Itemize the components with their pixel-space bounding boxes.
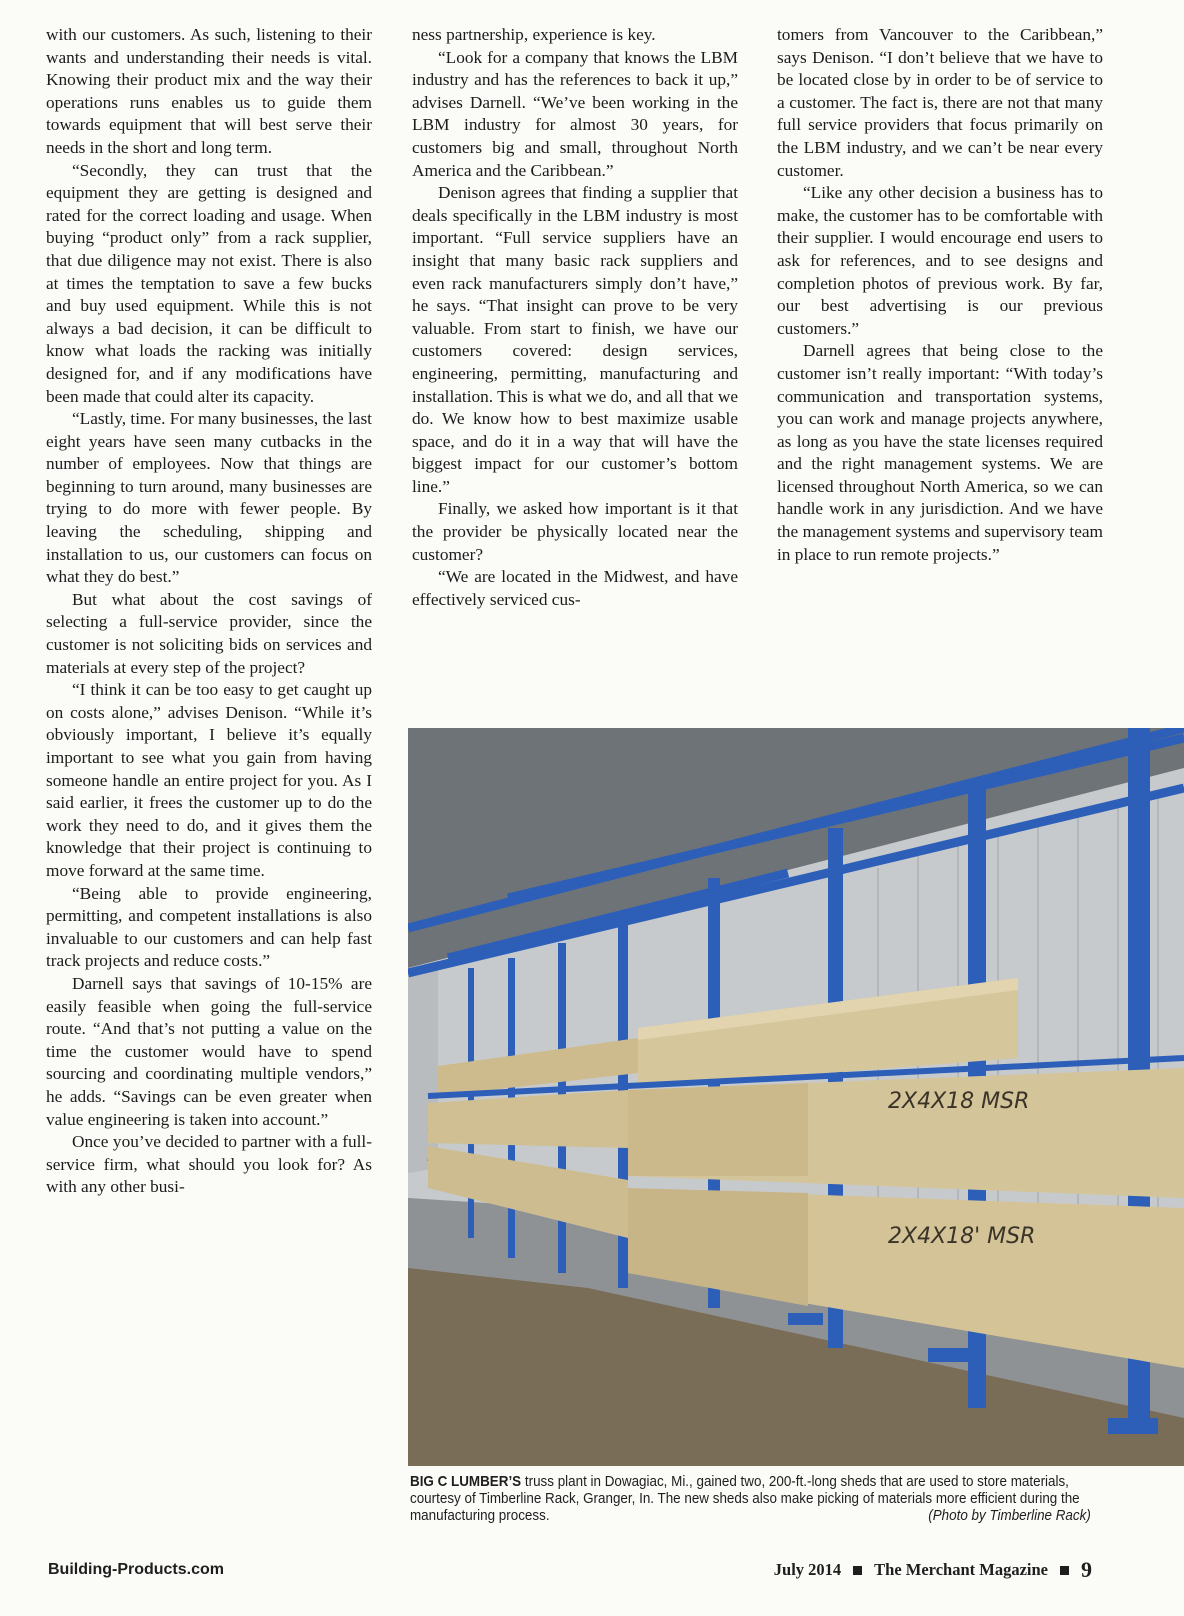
square-bullet-icon	[1060, 1566, 1069, 1575]
article-paragraph: Darnell says that savings of 10-15% are easily feasible when going the full-service route. “And that’s not putting a value on the time the customer would have to spend sourcing and coordinating multiple vendors,” he adds. “Savings can be even greater when value engineering is taken into account.”	[46, 973, 372, 1129]
issue-date: July 2014	[773, 1560, 842, 1579]
article-paragraph: “Lastly, time. For many businesses, the last eight years have seen many cutbacks in the number of employees. Now that things are beginning to turn around, many businesses are trying to do more with fewer people. By leaving the scheduling, shipping and installation to us, our customers can focus on what they do best.”	[46, 409, 372, 587]
article-paragraph: “We are located in the Midwest, and have effectively serviced cus-	[412, 567, 738, 609]
article-paragraph: Once you’ve decided to partner with a full-service firm, what should you look for? As with any other busi-	[46, 1132, 372, 1197]
footer-website: Building-Products.com	[48, 1561, 224, 1578]
stencil-mark: 2X4X18' MSR	[888, 1224, 1036, 1249]
stencil-mark: 2X4X18 MSR	[888, 1089, 1030, 1114]
caption-lead: BIG C LUMBER’S	[410, 1474, 522, 1490]
article-paragraph: But what about the cost savings of selecting a full-service provider, since the customer is not soliciting bids on services and materials at every step of the project?	[46, 589, 372, 677]
article-paragraph: Finally, we asked how important is it that the provider be physically located near the customer?	[412, 499, 738, 564]
photo-caption	[410, 1474, 1091, 1525]
article-paragraph: “Look for a company that knows the LBM industry and has the references to back it up,” advises Darnell. “We’ve been working in the LBM industry for almost 30 years, for customers big and small, throughout North America and the Caribbean.”	[412, 47, 738, 180]
article-paragraph: “Being able to provide engineering, permitting, and competent installations is also invaluable to our customers and can help fast track projects and reduce costs.”	[46, 883, 372, 971]
article-paragraph: “Like any other decision a business has to make, the customer has to be comfortable with their supplier. I would encourage end users to ask for references, and to see designs and completion photos of previous work. By far, our best advertising is our previous customers.”	[777, 183, 1103, 338]
article-paragraph: with our customers. As such, listening to their wants and understanding their needs is vital. Knowing their product mix and the way their operations runs enables us to guide them towards equipment that will best serve their needs in the short and long term.	[46, 25, 372, 157]
article-column-3	[777, 24, 1103, 566]
magazine-name: The Merchant Magazine	[874, 1560, 1048, 1579]
article-paragraph: “Secondly, they can trust that the equipment they are getting is designed and rated for the correct loading and usage. When buying “product only” from a rack supplier, that due diligence may not exist. There is also at times the temptation to save a few bucks and buy used equipment. While this is not always a bad decision, it can be difficult to know what loads the racking was initially designed for, and if any modifications have been made that could alter its capacity.	[46, 160, 372, 406]
article-paragraph: “I think it can be too easy to get caught up on costs alone,” advises Denison. “While it’s obviously important, I believe it’s equally important to see what you gain from having someone handle an entire project for you. As I said earlier, it frees the customer up to do the work they need to do, and it gives them the knowledge that their project is continuing to move forward at the same time.	[46, 680, 372, 880]
article-paragraph: tomers from Vancouver to the Caribbean,” says Denison. “I don’t believe that we have to be located close by in order to be of service to a customer. The fact is, there are not that many full service providers that focus primarily on the LBM industry, and we can’t be near every customer.	[777, 25, 1103, 180]
square-bullet-icon	[853, 1566, 862, 1575]
article-column-1	[46, 24, 372, 1199]
article-column-2	[412, 24, 738, 611]
caption-body: truss plant in Dowagiac, Mi., gained two, 200-ft.-long sheds that are used to store materials, courtesy of Timberline Rack, Granger, In. The new sheds also make picking of materials more efficient during the manufacturing process.	[410, 1474, 1080, 1524]
photo-credit: (Photo by Timberline Rack)	[928, 1508, 1091, 1524]
article-paragraph: Denison agrees that finding a supplier that deals specifically in the LBM industry is most important. “Full service suppliers have an insight that many basic rack suppliers and even rack manufacturers simply don’t have,” he says. “That insight can prove to be very valuable. From start to finish, we have our customers covered: design services, engineering, permitting, manufacturing and installation. This is what we do, and all that we do. We know how to best maximize usable space, and do it in a way that will have the biggest impact for our customer’s bottom line.”	[412, 183, 738, 496]
footer-folio	[774, 1557, 1092, 1583]
warehouse-lumber-rack-photo	[408, 728, 1184, 1466]
article-paragraph: ness partnership, experience is key.	[412, 25, 656, 44]
page-number: 9	[1081, 1557, 1092, 1582]
article-paragraph: Darnell agrees that being close to the customer isn’t really important: “With today’s communication and transportation systems, you can work and manage projects anywhere, as long as you have the state licenses required and the right management systems. We are licensed throughout North America, so we can handle work in any jurisdiction. And we have the management systems and supervisory team in place to run remote projects.”	[777, 341, 1103, 564]
